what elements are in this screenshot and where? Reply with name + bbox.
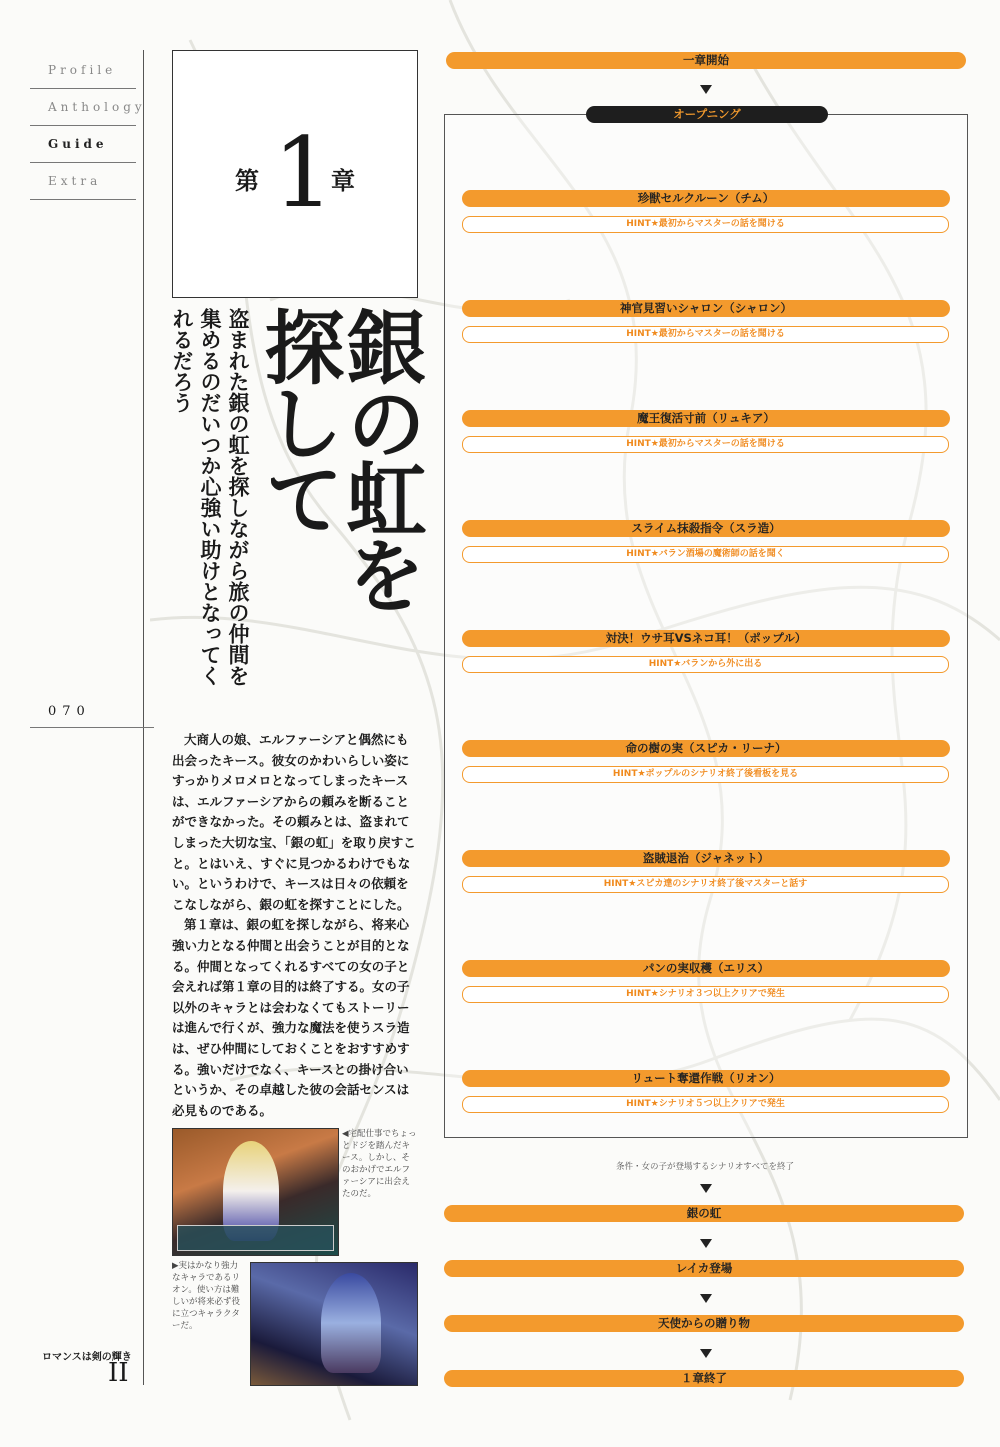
section-nav (30, 52, 146, 200)
book-logo-text: ロマンスは剣の輝き (42, 1352, 132, 1363)
nav-item-profile[interactable]: Profile (30, 52, 136, 89)
scenario-hint: HINT★スピカ達のシナリオ終了後マスターと話す (462, 876, 949, 893)
scenario-hint: HINT★最初からマスターの話を聞ける (462, 436, 949, 453)
scenario-hint: HINT★シナリオ５つ以上クリアで発生 (462, 1096, 949, 1113)
flow-start: 一章開始 (446, 52, 966, 69)
message-window (177, 1225, 334, 1251)
chapter-subtitle: 盗まれた銀の虹を探しながら旅の仲間を集めるのだいつか心強い助けとなってくれるだろう (170, 308, 250, 686)
nav-item-guide[interactable]: Guide (30, 126, 136, 163)
arrow-down-icon (700, 1349, 712, 1358)
flow-step: レイカ登場 (444, 1260, 964, 1277)
scenario-title: 対決！ウサ耳VSネコ耳！（ポップル） (462, 630, 950, 647)
game-screenshot (172, 1128, 339, 1256)
scenario-hint: HINT★バランから外に出る (462, 656, 949, 673)
body-paragraph: 第１章は、銀の虹を探しながら、将来心強い力となる仲間と出会うことが目的となる。仲間となってくれるすべての女の子と会えれば第１章の目的は終了する。女の子以外のキャラとは会わなくてもストーリーは進んで行くが、強力な魔法を使うスラ造は、ぜひ仲間にしておくことをおすすめする。強いだけでなく、キースとの掛け合いというか、その卓越した彼の会話センスは必見ものである。 (172, 917, 410, 1118)
game-screenshot (250, 1262, 418, 1386)
book-logo-numeral: II (108, 1358, 129, 1388)
flow-step: 銀の虹 (444, 1205, 964, 1222)
scenario-hint: HINT★最初からマスターの話を聞ける (462, 326, 949, 343)
flow-opening: オープニング (586, 106, 828, 123)
scenario-title: 盗賊退治（ジャネット） (462, 850, 950, 867)
scenario-hint: HINT★バラン酒場の魔術師の話を聞く (462, 546, 949, 563)
chapter-number: 1 (273, 117, 335, 229)
arrow-down-icon (700, 1184, 712, 1193)
arrow-down-icon (700, 1239, 712, 1248)
screenshot-caption: ◀宅配仕事でちょっとドジを踏んだキース。しかし、そのおかげでエルファーシアに出会えたのだ。 (342, 1129, 417, 1199)
body-paragraph: 大商人の娘、エルファーシアと偶然にも出会ったキース。彼女のかわいらしい姿にすっかりメロメロとなってしまったキースは、エルファーシアからの頼みを断ることができなかった。その頼みとは、盗まれてしまった大切な宝、「銀の虹」を取り戻すこと。とはいえ、すぐに見つかるわけでもない。というわけで、キースは日々の依頼をこなしながら、銀の虹を探すことにした。 (172, 732, 416, 912)
scenario-title: 魔王復活寸前（リュキア） (462, 410, 950, 427)
scenario-hint: HINT★ポップルのシナリオ終了後看板を見る (462, 766, 949, 783)
flow-step: 天使からの贈り物 (444, 1315, 964, 1332)
chapter-title: 銀の虹を探して (251, 306, 426, 610)
arrow-down-icon (700, 1294, 712, 1303)
chapter-suffix: 章 (331, 167, 355, 195)
scenario-title: スライム抹殺指令（スラ造） (462, 520, 950, 537)
screenshot-caption: ▶実はかなり強力なキャラであるリオン。使い方は難しいが将来必ず役に立つキャラクターだ。 (172, 1261, 241, 1331)
nav-item-extra[interactable]: Extra (30, 163, 136, 200)
scenario-title: パンの実収穫（エリス） (462, 960, 950, 977)
scenario-hint: HINT★最初からマスターの話を聞ける (462, 216, 949, 233)
nav-item-anthology[interactable]: Anthology (30, 89, 136, 126)
page-number: 070 (30, 700, 154, 728)
completion-condition: 条件・女の子が登場するシナリオすべてを終了 (616, 1162, 794, 1172)
arrow-down-icon (700, 85, 712, 94)
scenario-title: リュート奪還作戦（リオン） (462, 1070, 950, 1087)
chapter-prefix: 第 (235, 167, 259, 195)
scenario-title: 命の樹の実（スピカ・リーナ） (462, 740, 950, 757)
chapter-heading-box (172, 50, 418, 298)
character-figure (321, 1273, 381, 1373)
scenario-box (444, 114, 968, 1138)
scenario-hint: HINT★シナリオ３つ以上クリアで発生 (462, 986, 949, 1003)
scenario-title: 神官見習いシャロン（シャロン） (462, 300, 950, 317)
article-body (172, 730, 420, 1121)
scenario-title: 珍獣セルクルーン（チム） (462, 190, 950, 207)
flow-step: １章終了 (444, 1370, 964, 1387)
